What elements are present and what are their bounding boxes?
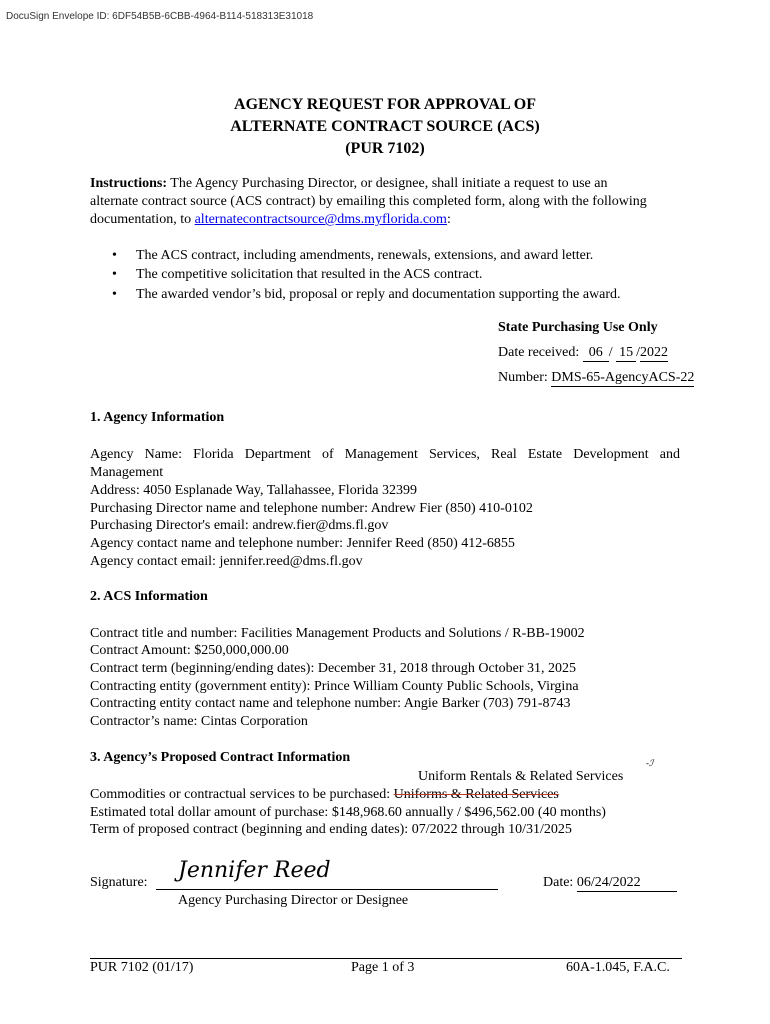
instructions-text: The Agency Purchasing Director, or designee, shall initiate a request to use an alternate contract source (ACS contract) by emailing this completed form, along with the following documentation, to — [90, 176, 647, 227]
date-received-row — [498, 345, 668, 362]
date-separator: / — [636, 345, 641, 360]
acs-email-link[interactable]: alternatecontractsource@dms.myflorida.com — [194, 212, 447, 227]
struck-commodity: Uniforms & Related Services — [393, 787, 559, 802]
agency-contact-email: Agency contact email: jennifer.reed@dms.fl.gov — [90, 554, 363, 569]
section-2-heading: 2. ACS Information — [90, 589, 208, 604]
instructions-paragraph — [90, 175, 650, 229]
bullet-text: The competitive solicitation that resulted in the ACS contract. — [136, 267, 483, 282]
bullet-text: The ACS contract, including amendments, renewals, extensions, and award letter. — [136, 248, 594, 263]
contracting-entity-contact: Contracting entity contact name and telephone number: Angie Barker (703) 791-8743 — [90, 696, 571, 711]
handwritten-signature: Jennifer Reed — [178, 858, 331, 883]
bullet-icon: • — [112, 267, 117, 282]
purchasing-director-email: Purchasing Director's email: andrew.fier@dms.fl.gov — [90, 518, 389, 533]
footer-rule-citation: 60A-1.045, F.A.C. — [566, 960, 670, 975]
proposed-term: Term of proposed contract (beginning and ending dates): 07/2022 through 10/31/2025 — [90, 822, 572, 837]
date-received-year: 2022 — [640, 345, 669, 360]
agency-name: Agency Name: Florida Department of Management Services, Real Estate Development and Management — [90, 447, 680, 480]
list-item — [112, 285, 621, 305]
acs-number-value: DMS-65-AgencyACS-22 — [551, 370, 695, 385]
agency-address: Address: 4050 Esplanade Way, Tallahassee, Florida 32399 — [90, 483, 417, 498]
contract-term: Contract term (beginning/ending dates): December 31, 2018 through October 31, 2025 — [90, 661, 576, 676]
agency-contact: Agency contact name and telephone number: Jennifer Reed (850) 412-6855 — [90, 536, 515, 551]
footer-form-number: PUR 7102 (01/17) — [90, 960, 194, 975]
estimated-amount: Estimated total dollar amount of purchase: $148,968.60 annually / $496,562.00 (40 months) — [90, 805, 606, 820]
signature-caption: Agency Purchasing Director or Designee — [178, 893, 409, 908]
form-title-line3: (PUR 7102) — [345, 140, 425, 157]
date-separator: / — [608, 345, 613, 360]
commodities-row — [90, 786, 559, 804]
purchasing-director: Purchasing Director name and telephone number: Andrew Fier (850) 410-0102 — [90, 501, 533, 516]
section-1-heading: 1. Agency Information — [90, 410, 225, 425]
list-item — [112, 265, 482, 285]
state-use-heading: State Purchasing Use Only — [498, 320, 658, 335]
footer-divider — [90, 958, 682, 959]
date-received-month: 06 — [583, 345, 609, 362]
form-title-line1: AGENCY REQUEST FOR APPROVAL OF — [234, 96, 536, 113]
commodities-label: Commodities or contractual services to be purchased: — [90, 787, 394, 802]
bullet-icon: • — [112, 248, 117, 263]
date-received-label: Date received: — [498, 345, 580, 360]
bullet-icon: • — [112, 287, 117, 302]
instructions-label: Instructions: — [90, 176, 168, 191]
signature-line — [156, 889, 498, 890]
acs-number-label: Number: — [498, 370, 548, 385]
contract-title-number: Contract title and number: Facilities Management Products and Solutions / R-BB-19002 — [90, 626, 585, 641]
acs-number-row — [498, 370, 694, 387]
form-title-line2: ALTERNATE CONTRACT SOURCE (ACS) — [230, 118, 540, 135]
bullet-text: The awarded vendor’s bid, proposal or reply and documentation supporting the award. — [136, 287, 621, 302]
signature-date-label: Date: — [543, 875, 577, 890]
instructions-colon: : — [446, 212, 451, 227]
inserted-commodity: Uniform Rentals & Related Services — [418, 769, 624, 784]
contractor-name: Contractor’s name: Cintas Corporation — [90, 714, 308, 729]
signature-label: Signature: — [90, 875, 148, 890]
list-item — [112, 246, 593, 266]
signature-date — [543, 875, 677, 892]
contract-amount: Contract Amount: $250,000,000.00 — [90, 643, 289, 658]
section-3-heading: 3. Agency’s Proposed Contract Information — [90, 750, 351, 765]
contracting-entity: Contracting entity (government entity): Prince William County Public Schools, Virgina — [90, 679, 579, 694]
signature-date-value: 06/24/2022 — [577, 875, 677, 892]
initials-mark: -ℐ — [646, 758, 654, 768]
docusign-envelope-id: DocuSign Envelope ID: 6DF54B5B-6CBB-4964-B114-518313E31018 — [6, 11, 314, 22]
footer-page-number: Page 1 of 3 — [351, 960, 415, 975]
date-received-day: 15 — [616, 345, 636, 362]
